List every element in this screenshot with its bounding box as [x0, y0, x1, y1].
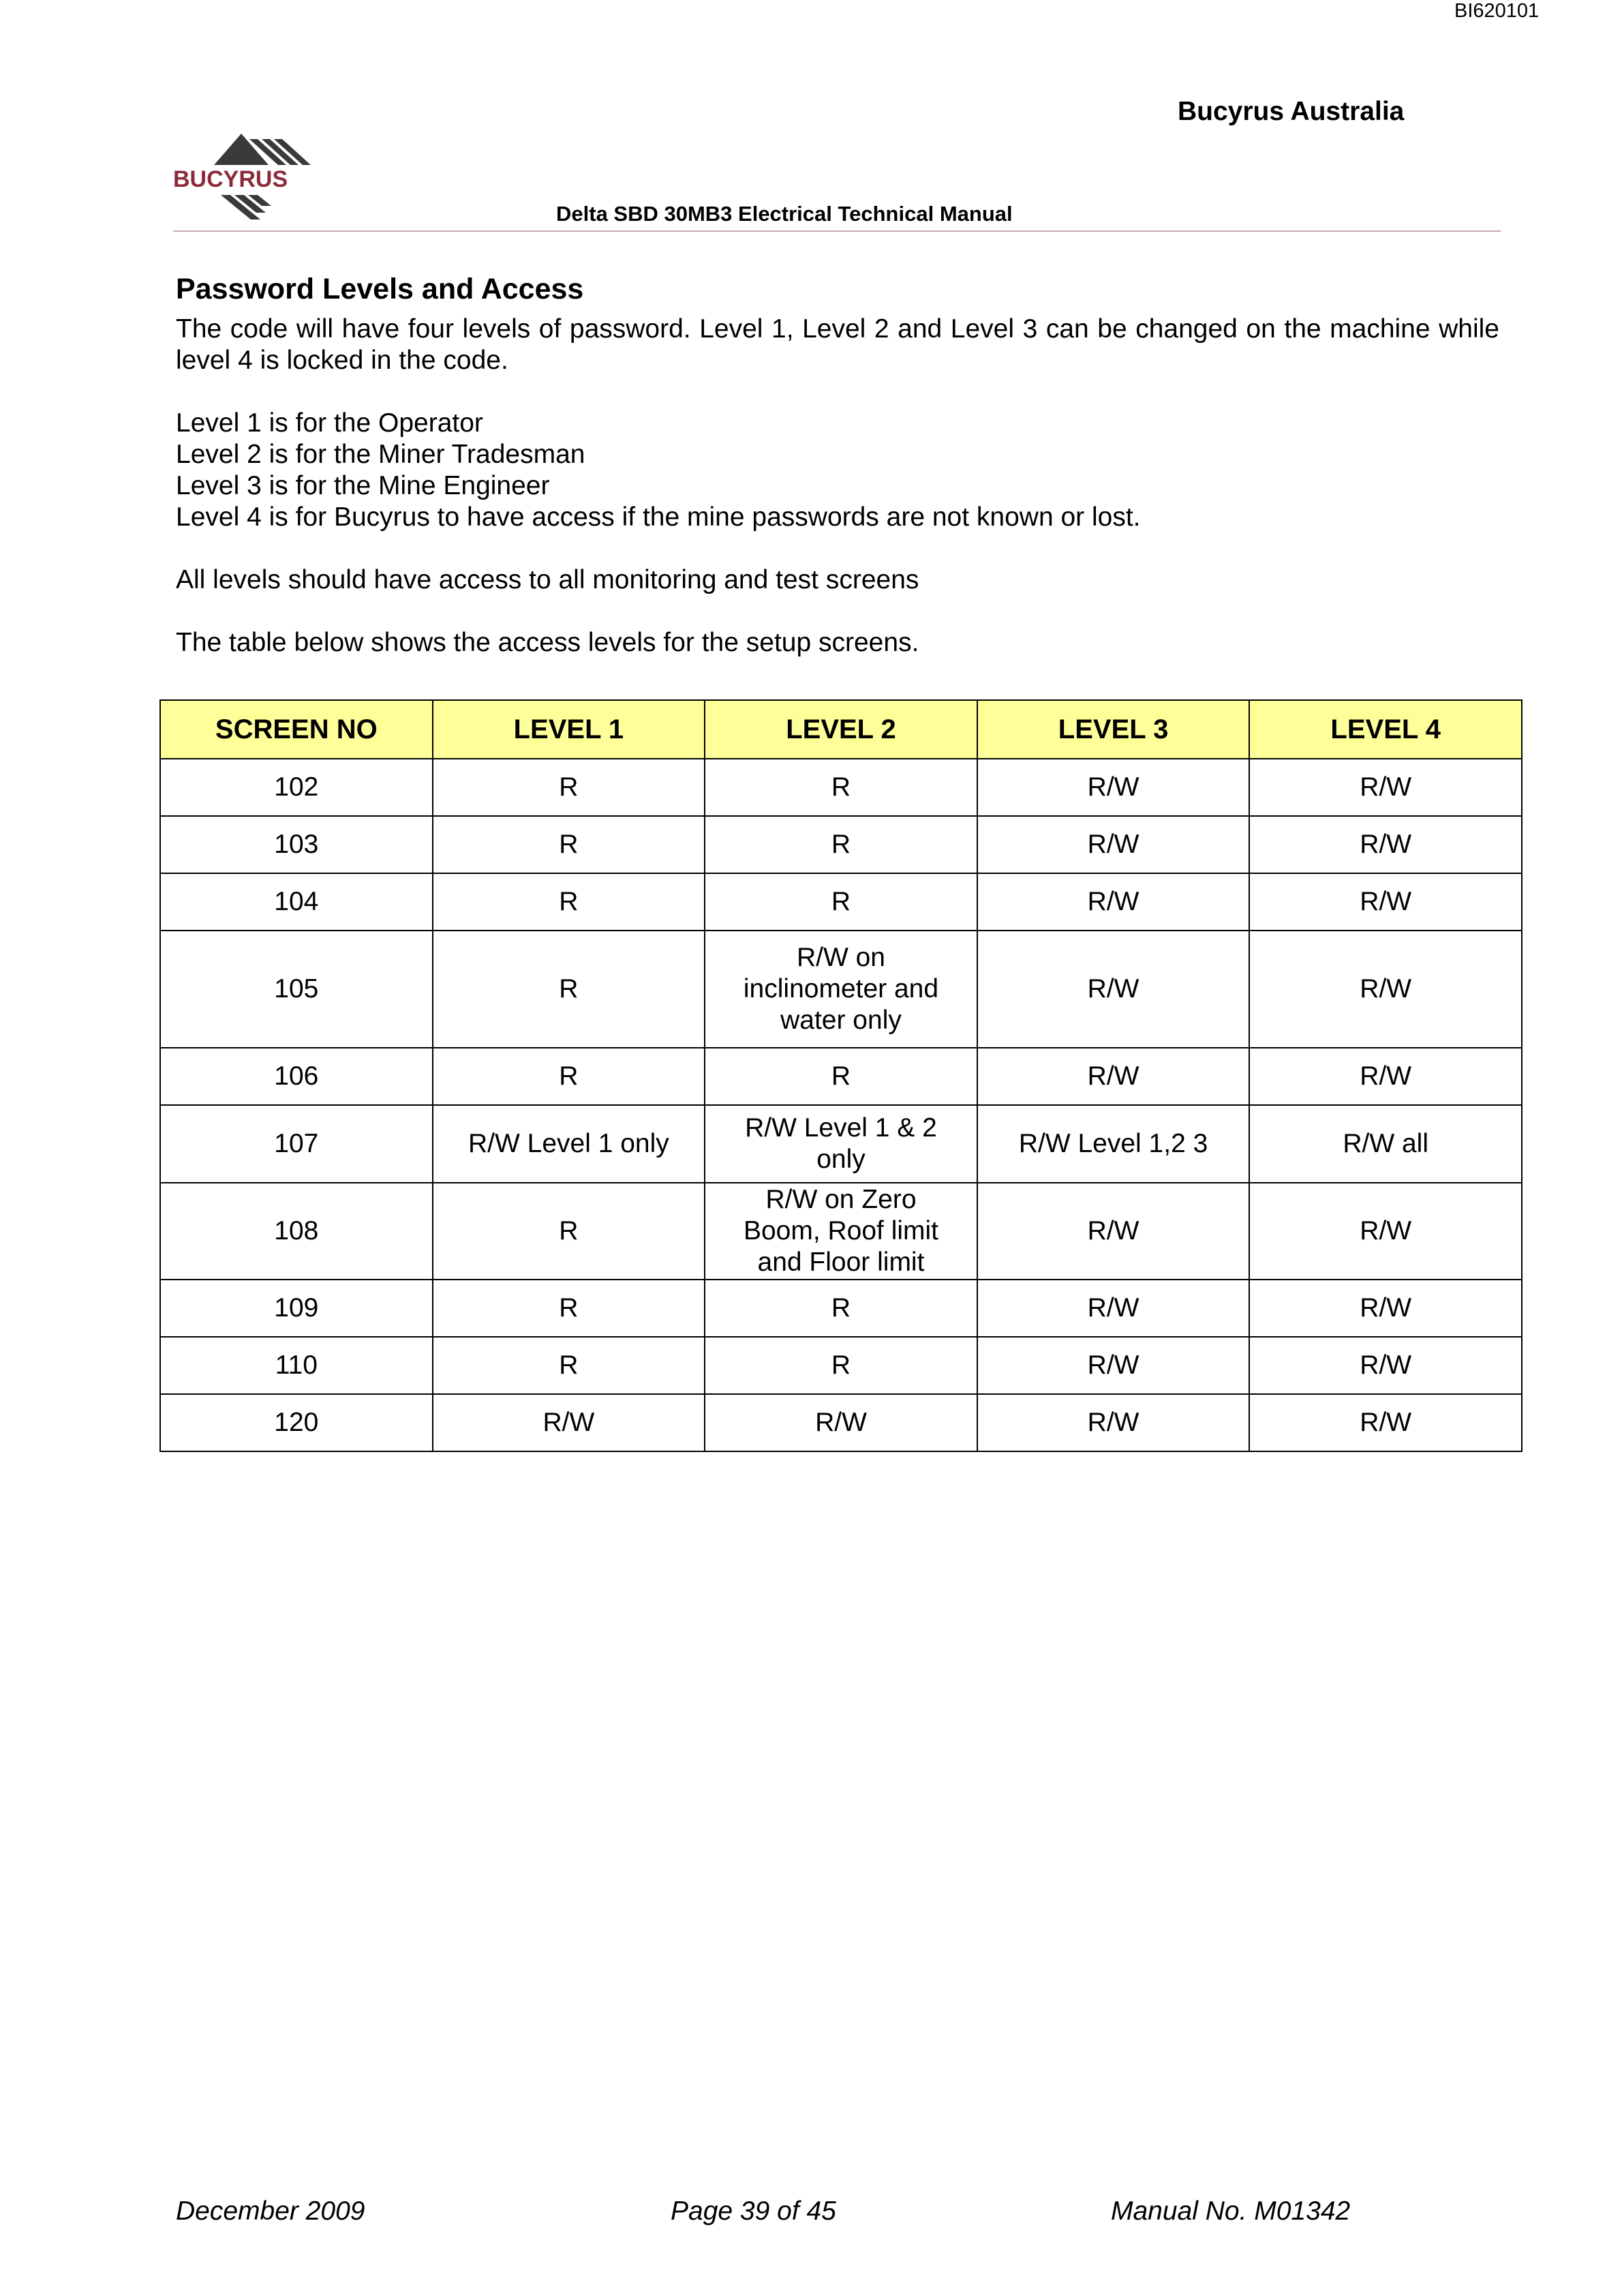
table-row: [160, 1183, 1522, 1280]
footer-manual-number: Manual No. M01342: [1111, 2196, 1351, 2226]
table-cell: R/W: [977, 1183, 1250, 1280]
table-cell: R/W: [1249, 873, 1522, 931]
table-cell: R: [705, 1337, 977, 1394]
footer-page-number: Page 39 of 45: [671, 2196, 836, 2226]
table-row: [160, 1105, 1522, 1183]
table-cell: 120: [160, 1394, 433, 1451]
level-description: Level 4 is for Bucyrus to have access if the mine passwords are not known or lost.: [176, 502, 1141, 532]
section-content: [176, 271, 1499, 659]
table-cell: R/W: [1249, 1337, 1522, 1394]
table-cell: R/W: [977, 873, 1250, 931]
table-cell: R/W: [433, 1394, 705, 1451]
level-description: Level 1 is for the Operator: [176, 408, 483, 438]
table-cell: R: [433, 1048, 705, 1105]
table-cell: R/W: [977, 1394, 1250, 1451]
section-title: Password Levels and Access: [176, 273, 584, 305]
table-cell: R: [705, 1048, 977, 1105]
table-note: The table below shows the access levels for the setup screens.: [176, 628, 919, 657]
footer-date: December 2009: [176, 2196, 365, 2226]
table-cell: R/W: [977, 759, 1250, 816]
header-divider: [173, 230, 1501, 232]
table-cell: R/W on Zero Boom, Roof limit and Floor limit: [705, 1183, 977, 1280]
logo-text: BUCYRUS: [173, 166, 288, 192]
table-cell: R: [705, 816, 977, 873]
document-id: BI620101: [1454, 0, 1540, 22]
table-cell: R/W: [1249, 1048, 1522, 1105]
access-levels-table: [159, 699, 1522, 1452]
table-cell: R/W: [705, 1394, 977, 1451]
table-cell: R/W: [977, 931, 1250, 1048]
table-row: [160, 931, 1522, 1048]
table-cell: R: [433, 1337, 705, 1394]
table-cell: 103: [160, 816, 433, 873]
table-cell: R/W: [977, 816, 1250, 873]
column-header: LEVEL 2: [705, 700, 977, 759]
table-cell: R/W: [1249, 816, 1522, 873]
table-cell: R/W: [977, 1048, 1250, 1105]
table-row: [160, 873, 1522, 931]
table-cell: R/W: [1249, 1280, 1522, 1337]
table-cell: 105: [160, 931, 433, 1048]
level-description: Level 2 is for the Miner Tradesman: [176, 440, 585, 469]
table-cell: R/W: [1249, 759, 1522, 816]
level-description: Level 3 is for the Mine Engineer: [176, 471, 550, 500]
table-cell: R/W Level 1,2 3: [977, 1105, 1250, 1183]
table-cell: R: [705, 759, 977, 816]
table-row: [160, 1280, 1522, 1337]
table-cell: R: [705, 873, 977, 931]
table-row: [160, 1337, 1522, 1394]
table-cell: 104: [160, 873, 433, 931]
table-cell: R: [433, 816, 705, 873]
level-descriptions: [176, 408, 1499, 533]
table-cell: R/W: [977, 1337, 1250, 1394]
table-cell: R: [433, 1183, 705, 1280]
table-cell: R/W Level 1 & 2 only: [705, 1105, 977, 1183]
table-cell: 107: [160, 1105, 433, 1183]
table-cell: 102: [160, 759, 433, 816]
monitoring-note: All levels should have access to all monitoring and test screens: [176, 565, 919, 594]
table-row: [160, 816, 1522, 873]
table-cell: R/W: [1249, 1394, 1522, 1451]
column-header: LEVEL 1: [433, 700, 705, 759]
column-header: LEVEL 3: [977, 700, 1250, 759]
table-row: [160, 759, 1522, 816]
table-cell: R: [433, 931, 705, 1048]
column-header: SCREEN NO: [160, 700, 433, 759]
intro-paragraph: The code will have four levels of password. Level 1, Level 2 and Level 3 can be changed on the machine while level 4 is locked in the code.: [176, 314, 1499, 375]
table-cell: R/W: [1249, 931, 1522, 1048]
bucyrus-logo: [173, 130, 323, 225]
table-row: [160, 1394, 1522, 1451]
table-cell: 106: [160, 1048, 433, 1105]
manual-title: Delta SBD 30MB3 Electrical Technical Manual: [556, 202, 1013, 226]
company-name: Bucyrus Australia: [1178, 97, 1405, 126]
table-cell: R: [433, 1280, 705, 1337]
table-cell: R: [433, 873, 705, 931]
table-cell: 108: [160, 1183, 433, 1280]
table-header-row: [160, 700, 1522, 759]
table-cell: R/W Level 1 only: [433, 1105, 705, 1183]
table-cell: R/W on inclinometer and water only: [705, 931, 977, 1048]
table-cell: R/W all: [1249, 1105, 1522, 1183]
table-cell: R/W: [977, 1280, 1250, 1337]
table-cell: 109: [160, 1280, 433, 1337]
table-cell: R/W: [1249, 1183, 1522, 1280]
table-cell: 110: [160, 1337, 433, 1394]
table-cell: R: [705, 1280, 977, 1337]
table-cell: R: [433, 759, 705, 816]
table-row: [160, 1048, 1522, 1105]
column-header: LEVEL 4: [1249, 700, 1522, 759]
